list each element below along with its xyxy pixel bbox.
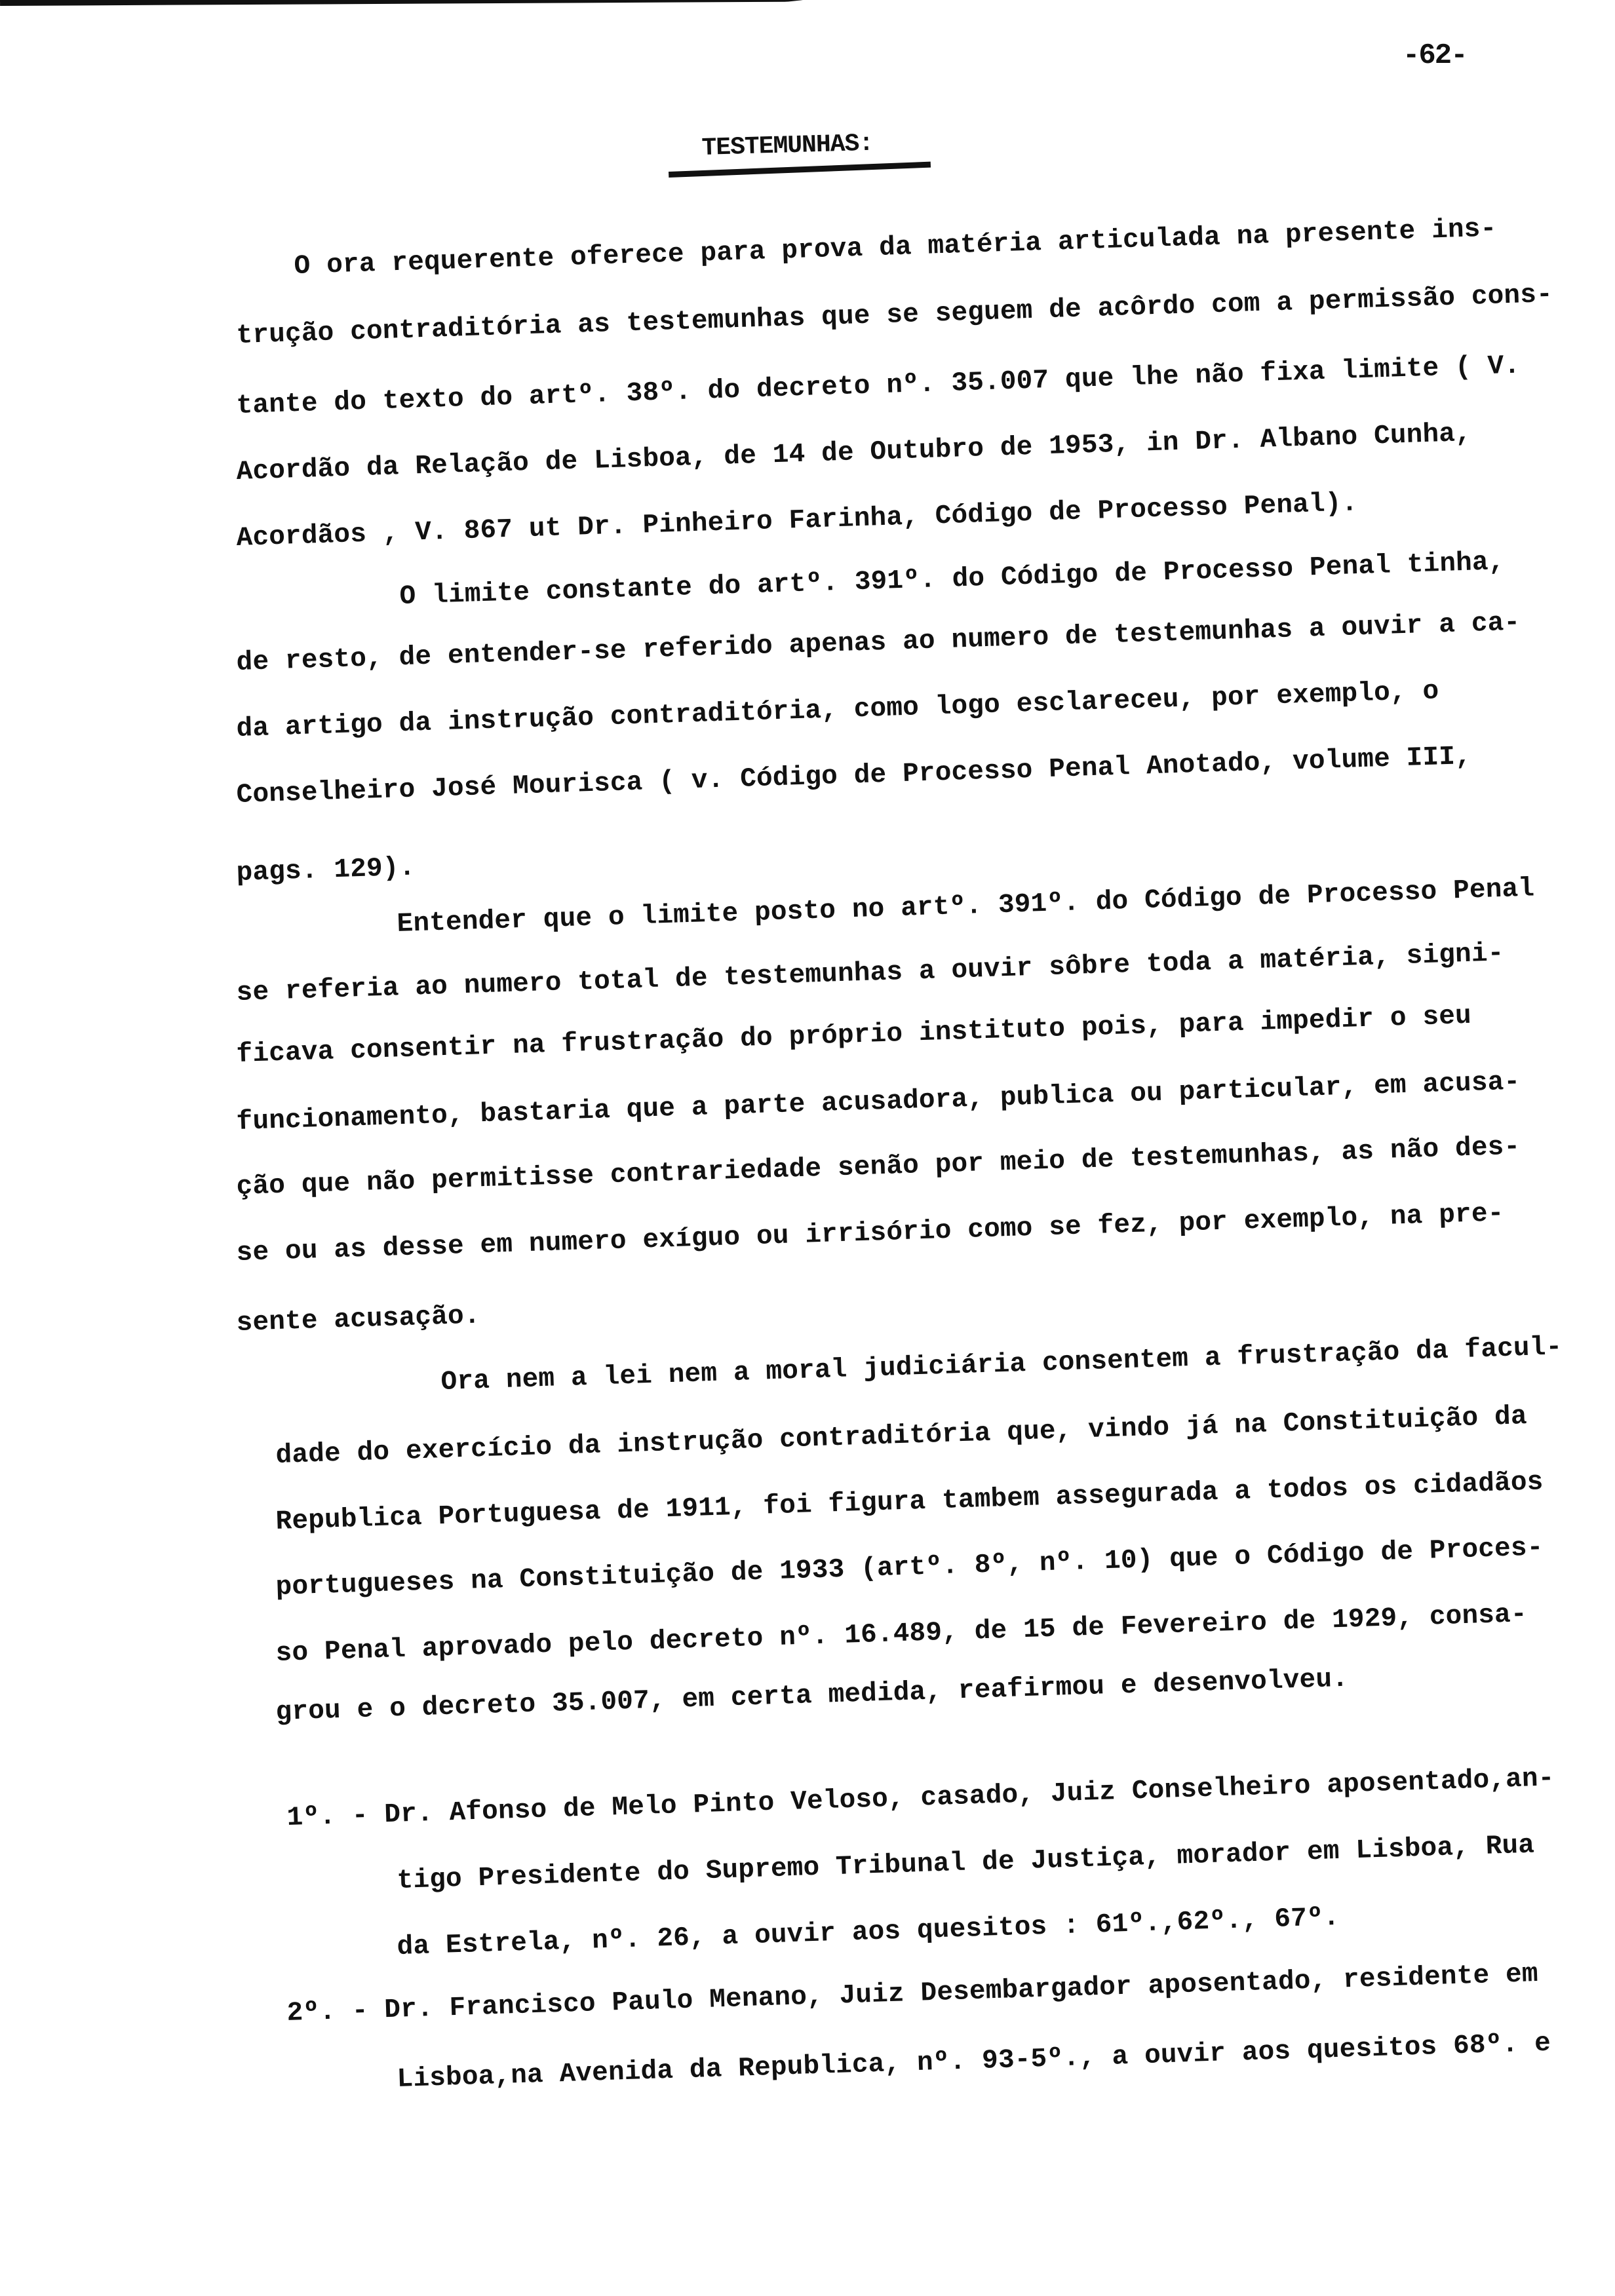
- text-line: tante do texto do artº. 38º. do decreto nº. 35.007 que lhe não fixa limite ( V.: [236, 351, 1521, 421]
- text-line: Republica Portuguesa de 1911, foi figura tambem assegurada a todos os cidadãos: [275, 1467, 1544, 1537]
- text-line: O ora requerente oferece para prova da matéria articulada na presente ins-: [294, 214, 1498, 282]
- witness-line: Lisboa,na Avenida da Republica, nº. 93-5º., a ouvir aos quesitos 68º. e: [397, 2028, 1551, 2095]
- witness-line: 2º. - Dr. Francisco Paulo Menano, Juiz Desembargador aposentado, residente em: [286, 1959, 1539, 2029]
- text-line: dade do exercício da instrução contraditória que, vindo já na Constituição da: [275, 1402, 1528, 1471]
- text-line: Conselheiro José Mourisca ( v. Código de Processo Penal Anotado, volume III,: [236, 741, 1472, 811]
- heading-underline: [669, 162, 931, 178]
- text-line: funcionamento, bastaria que a parte acusadora, publica ou particular, em acusa-: [236, 1067, 1521, 1138]
- text-line: sente acusação.: [236, 1301, 481, 1339]
- text-line: pags. 129).: [236, 852, 416, 889]
- witness-line: tigo Presidente do Supremo Tribunal de Justiça, morador em Lisboa, Rua: [397, 1830, 1535, 1896]
- text-line: grou e o decreto 35.007, em certa medida, reafirmou e desenvolveu.: [275, 1664, 1349, 1728]
- text-line: Acordãos , V. 867 ut Dr. Pinheiro Farinha, Código de Processo Penal).: [236, 488, 1359, 554]
- text-line: se referia ao numero total de testemunhas a ouvir sôbre toda a matéria, signi-: [236, 938, 1505, 1008]
- page-number: -62-: [1403, 39, 1467, 72]
- text-line: de resto, de entender-se referido apenas ao numero de testemunhas a ouvir a ca-: [236, 607, 1521, 678]
- text-line: da artigo da instrução contraditória, como logo esclareceu, por exemplo, o: [236, 676, 1440, 744]
- text-line: Acordão da Relação de Lisboa, de 14 de Outubro de 1953, in Dr. Albano Cunha,: [236, 418, 1472, 488]
- text-line: trução contraditória as testemunhas que se seguem de acôrdo com a permissão cons-: [236, 279, 1553, 351]
- scan-edge-shadow: [0, 0, 819, 16]
- text-line: se ou as desse em numero exíguo ou irrisório como se fez, por exemplo, na pre-: [236, 1198, 1505, 1269]
- witness-line: da Estrela, nº. 26, a ouvir aos quesitos : 61º.,62º., 67º.: [397, 1902, 1340, 1962]
- section-heading: TESTEMUNHAS:: [701, 129, 874, 163]
- text-line: Entender que o limite posto no artº. 391º. do Código de Processo Penal: [397, 873, 1535, 940]
- text-line: ficava consentir na frustração do próprio instituto pois, para impedir o seu: [236, 1001, 1472, 1070]
- text-line: O limite constante do artº. 391º. do Código de Processo Penal tinha,: [399, 547, 1506, 612]
- text-line: so Penal aprovado pelo decreto nº. 16.489, de 15 de Fevereiro de 1929, consa-: [275, 1599, 1528, 1669]
- text-line: ção que não permitisse contrariedade senão por meio de testemunhas, as não des-: [236, 1132, 1521, 1202]
- text-line: Ora nem a lei nem a moral judiciária consentem a frustração da facul-: [440, 1332, 1563, 1398]
- text-line: portugueses na Constituição de 1933 (artº. 8º, nº. 10) que o Código de Proces-: [275, 1533, 1544, 1603]
- witness-line: 1º. - Dr. Afonso de Melo Pinto Veloso, casado, Juiz Conselheiro aposentado,an-: [286, 1763, 1555, 1833]
